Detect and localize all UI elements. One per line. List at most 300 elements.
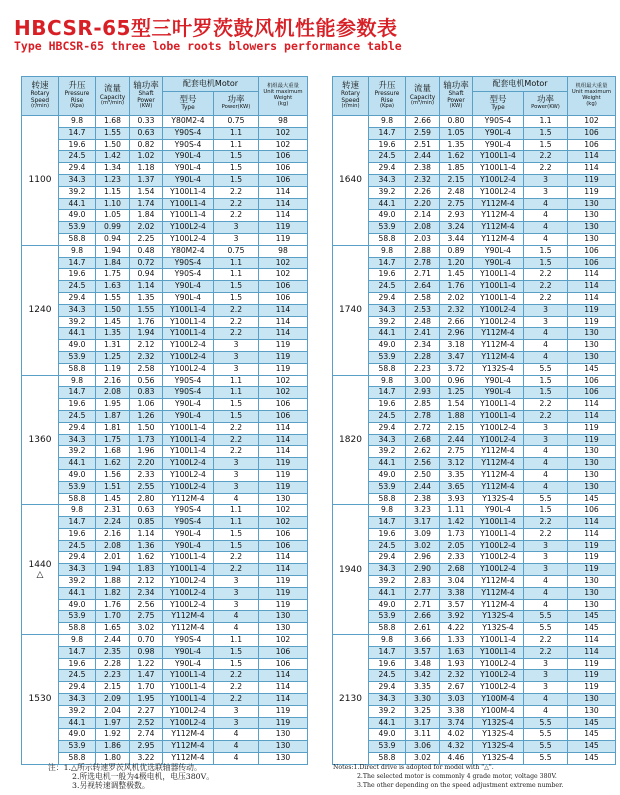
motor-type-cell: Y90L-4: [163, 658, 214, 670]
pressure-cell: 58.8: [59, 363, 96, 375]
header-weight: 机组最大重量 Unit maximum Weight (kg): [568, 77, 616, 116]
pressure-cell: 19.6: [369, 139, 406, 151]
table-row: [333, 458, 616, 470]
motor-power-cell: 5.5: [524, 741, 568, 753]
header-capacity: 流量 Capacity (m³/min): [96, 77, 130, 116]
capacity-cell: 2.71: [406, 599, 440, 611]
weight-cell: 130: [568, 233, 616, 245]
shaft-power-cell: 4.46: [440, 753, 473, 765]
pressure-cell: 19.6: [59, 528, 96, 540]
pressure-cell: 19.6: [369, 658, 406, 670]
motor-type-cell: Y100L1-4: [473, 528, 524, 540]
direct-drive-mark: △: [36, 570, 44, 581]
speed-value: 1440: [28, 560, 52, 571]
table-row: [22, 458, 308, 470]
motor-type-cell: Y90L-4: [473, 387, 524, 399]
motor-type-cell: Y100L1-4: [163, 186, 214, 198]
capacity-cell: 2.78: [406, 410, 440, 422]
capacity-cell: 2.66: [406, 611, 440, 623]
table-row: [333, 682, 616, 694]
pressure-cell: 34.3: [59, 434, 96, 446]
table-row: [22, 116, 308, 128]
pressure-cell: 9.8: [369, 635, 406, 647]
shaft-power-cell: 1.06: [130, 399, 163, 411]
motor-power-cell: 1.5: [214, 281, 259, 293]
capacity-cell: 1.05: [96, 210, 130, 222]
table-row: [22, 151, 308, 163]
speed-cell: [333, 116, 369, 246]
motor-type-cell: Y100M-4: [473, 705, 524, 717]
motor-type-cell: Y132S-4: [473, 493, 524, 505]
motor-power-cell: 5.5: [524, 623, 568, 635]
motor-power-cell: 3: [524, 186, 568, 198]
table-row: [22, 694, 308, 706]
weight-cell: 106: [259, 292, 308, 304]
motor-power-cell: 5.5: [524, 753, 568, 765]
weight-cell: 102: [259, 387, 308, 399]
pressure-cell: 24.5: [59, 540, 96, 552]
motor-type-cell: Y132S-4: [473, 623, 524, 635]
shaft-power-cell: 3.22: [130, 753, 163, 765]
motor-type-cell: Y112M-4: [473, 351, 524, 363]
shaft-power-cell: 1.50: [130, 422, 163, 434]
header-motor-power: 功率 Power(KW): [524, 92, 568, 116]
motor-power-cell: 5.5: [524, 729, 568, 741]
header-motor-type: 型号 Type: [473, 92, 524, 116]
pressure-cell: 14.7: [369, 387, 406, 399]
weight-cell: 130: [568, 599, 616, 611]
header-motor: 配套电机Motor: [473, 77, 568, 92]
pressure-cell: 34.3: [369, 304, 406, 316]
weight-cell: 114: [259, 198, 308, 210]
capacity-cell: 2.88: [406, 245, 440, 257]
table-row: [333, 351, 616, 363]
motor-type-cell: Y100L1-4: [163, 670, 214, 682]
weight-cell: 119: [568, 670, 616, 682]
shaft-power-cell: 0.33: [130, 116, 163, 128]
weight-cell: 130: [568, 694, 616, 706]
table-row: [333, 717, 616, 729]
shaft-power-cell: 1.20: [440, 257, 473, 269]
motor-power-cell: 2.2: [214, 670, 259, 682]
motor-power-cell: 3: [214, 469, 259, 481]
motor-power-cell: 1.1: [214, 139, 259, 151]
motor-type-cell: Y100L1-4: [163, 316, 214, 328]
motor-power-cell: 2.2: [524, 635, 568, 647]
table-row: [22, 528, 308, 540]
motor-power-cell: 4: [524, 446, 568, 458]
capacity-cell: 1.50: [96, 139, 130, 151]
speed-value: 1100: [28, 175, 52, 186]
capacity-cell: 2.64: [406, 281, 440, 293]
capacity-cell: 2.28: [406, 351, 440, 363]
pressure-cell: 39.2: [59, 446, 96, 458]
shaft-power-cell: 1.47: [130, 670, 163, 682]
weight-cell: 130: [568, 446, 616, 458]
capacity-cell: 2.56: [406, 458, 440, 470]
motor-type-cell: Y100L1-4: [473, 635, 524, 647]
motor-power-cell: 3: [524, 422, 568, 434]
table-row: [333, 434, 616, 446]
capacity-cell: 1.34: [96, 163, 130, 175]
shaft-power-cell: 3.02: [130, 623, 163, 635]
pressure-cell: 24.5: [369, 410, 406, 422]
pressure-cell: 34.3: [59, 564, 96, 576]
motor-power-cell: 3: [524, 658, 568, 670]
pressure-cell: 53.9: [59, 351, 96, 363]
pressure-cell: 34.3: [59, 304, 96, 316]
table-row: [333, 729, 616, 741]
table-row: [333, 210, 616, 222]
weight-cell: 114: [568, 151, 616, 163]
weight-cell: 130: [568, 340, 616, 352]
weight-cell: 145: [568, 493, 616, 505]
motor-power-cell: 4: [524, 233, 568, 245]
motor-type-cell: Y90S-4: [163, 517, 214, 529]
motor-type-cell: Y100L2-4: [163, 363, 214, 375]
shaft-power-cell: 3.74: [440, 717, 473, 729]
motor-type-cell: Y90S-4: [163, 269, 214, 281]
speed-value: 1940: [339, 564, 362, 575]
weight-cell: 119: [259, 705, 308, 717]
motor-power-cell: 2.2: [524, 292, 568, 304]
capacity-cell: 1.45: [96, 316, 130, 328]
weight-cell: 114: [568, 410, 616, 422]
pressure-cell: 49.0: [369, 340, 406, 352]
pressure-cell: 9.8: [59, 635, 96, 647]
shaft-power-cell: 1.63: [440, 646, 473, 658]
motor-power-cell: 1.5: [524, 127, 568, 139]
motor-type-cell: Y90L-4: [163, 399, 214, 411]
weight-cell: 119: [568, 186, 616, 198]
motor-type-cell: Y90S-4: [473, 116, 524, 128]
weight-cell: 114: [259, 670, 308, 682]
shaft-power-cell: 0.82: [130, 139, 163, 151]
capacity-cell: 1.75: [96, 269, 130, 281]
capacity-cell: 3.17: [406, 517, 440, 529]
motor-power-cell: 5.5: [524, 611, 568, 623]
weight-cell: 130: [568, 458, 616, 470]
weight-cell: 114: [568, 635, 616, 647]
capacity-cell: 1.76: [96, 599, 130, 611]
motor-power-cell: 2.2: [214, 564, 259, 576]
motor-type-cell: Y100L2-4: [473, 682, 524, 694]
capacity-cell: 2.59: [406, 127, 440, 139]
capacity-cell: 2.20: [406, 198, 440, 210]
table-row: [333, 552, 616, 564]
motor-power-cell: 1.5: [524, 139, 568, 151]
motor-type-cell: Y90L-4: [473, 375, 524, 387]
shaft-power-cell: 0.96: [440, 375, 473, 387]
motor-power-cell: 1.5: [214, 410, 259, 422]
pressure-cell: 53.9: [59, 611, 96, 623]
motor-type-cell: Y90L-4: [163, 174, 214, 186]
motor-type-cell: Y90L-4: [163, 163, 214, 175]
shaft-power-cell: 3.38: [440, 705, 473, 717]
motor-type-cell: Y112M-4: [473, 210, 524, 222]
pressure-cell: 58.8: [59, 493, 96, 505]
motor-power-cell: 2.2: [214, 682, 259, 694]
pressure-cell: 29.4: [59, 552, 96, 564]
pressure-cell: 58.8: [369, 623, 406, 635]
shaft-power-cell: 0.72: [130, 257, 163, 269]
shaft-power-cell: 3.04: [440, 576, 473, 588]
motor-power-cell: 3: [214, 222, 259, 234]
header-shaft-power: 轴功率 Shaft Power (KW): [130, 77, 163, 116]
capacity-cell: 2.34: [406, 340, 440, 352]
weight-cell: 114: [568, 281, 616, 293]
shaft-power-cell: 2.20: [130, 458, 163, 470]
table-row: [22, 351, 308, 363]
pressure-cell: 53.9: [369, 222, 406, 234]
pressure-cell: 19.6: [59, 139, 96, 151]
pressure-cell: 44.1: [369, 198, 406, 210]
motor-power-cell: 2.2: [524, 281, 568, 293]
motor-type-cell: Y112M-4: [473, 198, 524, 210]
capacity-cell: 1.31: [96, 340, 130, 352]
pressure-cell: 58.8: [59, 753, 96, 765]
table-row: [22, 245, 308, 257]
weight-cell: 114: [259, 422, 308, 434]
table-row: [333, 399, 616, 411]
shaft-power-cell: 3.44: [440, 233, 473, 245]
note-line: 2.The selected motor is commonly 4 grade motor, voltage 380V.: [357, 773, 557, 780]
motor-power-cell: 4: [524, 694, 568, 706]
table-row: [333, 505, 616, 517]
motor-type-cell: Y90L-4: [473, 257, 524, 269]
table-row: [22, 517, 308, 529]
motor-power-cell: 3: [214, 233, 259, 245]
capacity-cell: 1.25: [96, 351, 130, 363]
motor-type-cell: Y100L2-4: [473, 316, 524, 328]
pressure-cell: 44.1: [59, 328, 96, 340]
weight-cell: 145: [568, 729, 616, 741]
motor-power-cell: 1.1: [214, 517, 259, 529]
capacity-cell: 2.78: [406, 257, 440, 269]
shaft-power-cell: 2.32: [440, 670, 473, 682]
shaft-power-cell: 2.96: [440, 328, 473, 340]
motor-power-cell: 3: [214, 458, 259, 470]
motor-power-cell: 4: [524, 458, 568, 470]
table-row: [333, 127, 616, 139]
weight-cell: 145: [568, 753, 616, 765]
pressure-cell: 44.1: [369, 587, 406, 599]
pressure-cell: 58.8: [369, 493, 406, 505]
shaft-power-cell: 1.18: [130, 163, 163, 175]
table-row: [22, 139, 308, 151]
weight-cell: 106: [568, 257, 616, 269]
weight-cell: 102: [568, 116, 616, 128]
capacity-cell: 3.06: [406, 741, 440, 753]
weight-cell: 130: [568, 705, 616, 717]
pressure-cell: 53.9: [369, 351, 406, 363]
shaft-power-cell: 2.32: [440, 304, 473, 316]
motor-type-cell: Y90L-4: [473, 245, 524, 257]
motor-type-cell: Y100L2-4: [163, 340, 214, 352]
table-row: [333, 635, 616, 647]
shaft-power-cell: 2.52: [130, 717, 163, 729]
table-row: [333, 587, 616, 599]
pressure-cell: 14.7: [59, 257, 96, 269]
motor-type-cell: Y112M-4: [163, 753, 214, 765]
capacity-cell: 2.08: [406, 222, 440, 234]
weight-cell: 106: [259, 658, 308, 670]
motor-type-cell: Y90L-4: [473, 139, 524, 151]
motor-power-cell: 1.5: [524, 245, 568, 257]
page-title: HBCSR-65型三叶罗茨鼓风机性能参数表: [14, 16, 398, 40]
motor-power-cell: 3: [524, 670, 568, 682]
capacity-cell: 1.15: [96, 186, 130, 198]
motor-type-cell: Y100L1-4: [163, 304, 214, 316]
capacity-cell: 3.17: [406, 717, 440, 729]
pressure-cell: 14.7: [369, 646, 406, 658]
pressure-cell: 44.1: [59, 198, 96, 210]
shaft-power-cell: 1.22: [130, 658, 163, 670]
table-row: [333, 493, 616, 505]
table-row: [22, 717, 308, 729]
weight-cell: 119: [259, 340, 308, 352]
motor-power-cell: 1.5: [214, 163, 259, 175]
weight-cell: 106: [568, 505, 616, 517]
table-row: [333, 694, 616, 706]
motor-power-cell: 2.2: [524, 163, 568, 175]
motor-type-cell: Y100L1-4: [473, 292, 524, 304]
shaft-power-cell: 2.75: [130, 611, 163, 623]
shaft-power-cell: 1.93: [440, 658, 473, 670]
pressure-cell: 39.2: [369, 316, 406, 328]
capacity-cell: 2.23: [96, 670, 130, 682]
motor-power-cell: 2.2: [524, 399, 568, 411]
motor-type-cell: Y100L2-4: [473, 304, 524, 316]
table-row: [22, 481, 308, 493]
pressure-cell: 19.6: [59, 658, 96, 670]
pressure-cell: 58.8: [59, 623, 96, 635]
motor-type-cell: Y132S-4: [473, 729, 524, 741]
pressure-cell: 29.4: [59, 163, 96, 175]
pressure-cell: 53.9: [59, 481, 96, 493]
weight-cell: 130: [568, 481, 616, 493]
weight-cell: 114: [259, 328, 308, 340]
motor-power-cell: 3: [524, 682, 568, 694]
weight-cell: 102: [259, 139, 308, 151]
pressure-cell: 58.8: [369, 753, 406, 765]
weight-cell: 130: [259, 741, 308, 753]
capacity-cell: 2.72: [406, 422, 440, 434]
motor-type-cell: Y100L2-4: [473, 658, 524, 670]
weight-cell: 119: [568, 658, 616, 670]
weight-cell: 114: [568, 269, 616, 281]
capacity-cell: 1.97: [96, 717, 130, 729]
pressure-cell: 49.0: [59, 210, 96, 222]
table-row: [22, 340, 308, 352]
motor-type-cell: Y112M-4: [473, 599, 524, 611]
header-speed: 转速 Rotary Speed (r/min): [333, 77, 369, 116]
motor-power-cell: 3: [524, 316, 568, 328]
motor-type-cell: Y100L2-4: [473, 670, 524, 682]
capacity-cell: 1.45: [96, 493, 130, 505]
motor-power-cell: 3: [524, 552, 568, 564]
table-row: [333, 564, 616, 576]
weight-cell: 106: [259, 399, 308, 411]
capacity-cell: 2.31: [96, 505, 130, 517]
motor-type-cell: Y112M-4: [473, 222, 524, 234]
pressure-cell: 58.8: [59, 233, 96, 245]
table-row: [333, 316, 616, 328]
pressure-cell: 34.3: [369, 434, 406, 446]
weight-cell: 106: [259, 646, 308, 658]
motor-type-cell: Y80M2-4: [163, 116, 214, 128]
capacity-cell: 2.08: [96, 387, 130, 399]
motor-power-cell: 4: [214, 493, 259, 505]
motor-power-cell: 3: [524, 434, 568, 446]
weight-cell: 119: [568, 174, 616, 186]
speed-cell: [333, 635, 369, 765]
table-row: [22, 316, 308, 328]
pressure-cell: 29.4: [369, 422, 406, 434]
motor-type-cell: Y112M-4: [473, 340, 524, 352]
pressure-cell: 24.5: [369, 540, 406, 552]
motor-type-cell: Y90S-4: [163, 127, 214, 139]
capacity-cell: 1.10: [96, 198, 130, 210]
shaft-power-cell: 1.96: [130, 446, 163, 458]
shaft-power-cell: 1.74: [130, 198, 163, 210]
table-row: [22, 493, 308, 505]
weight-cell: 106: [259, 151, 308, 163]
shaft-power-cell: 2.25: [130, 233, 163, 245]
pressure-cell: 24.5: [369, 281, 406, 293]
weight-cell: 114: [259, 210, 308, 222]
table-row: [333, 422, 616, 434]
pressure-cell: 29.4: [59, 292, 96, 304]
capacity-cell: 2.15: [96, 682, 130, 694]
capacity-cell: 1.88: [96, 576, 130, 588]
motor-type-cell: Y100L1-4: [473, 646, 524, 658]
motor-type-cell: Y112M-4: [163, 623, 214, 635]
pressure-cell: 44.1: [369, 458, 406, 470]
table-row: [333, 741, 616, 753]
shaft-power-cell: 4.02: [440, 729, 473, 741]
pressure-cell: 29.4: [369, 163, 406, 175]
pressure-cell: 58.8: [369, 233, 406, 245]
motor-power-cell: 1.1: [214, 635, 259, 647]
capacity-cell: 1.81: [96, 422, 130, 434]
speed-cell: [22, 505, 59, 635]
shaft-power-cell: 1.33: [440, 635, 473, 647]
table-row: [333, 257, 616, 269]
motor-type-cell: Y100L2-4: [163, 469, 214, 481]
capacity-cell: 2.16: [96, 375, 130, 387]
table-row: [22, 434, 308, 446]
capacity-cell: 3.57: [406, 646, 440, 658]
capacity-cell: 3.42: [406, 670, 440, 682]
shaft-power-cell: 2.67: [440, 682, 473, 694]
shaft-power-cell: 2.15: [440, 174, 473, 186]
motor-power-cell: 4: [214, 753, 259, 765]
weight-cell: 119: [568, 540, 616, 552]
weight-cell: 119: [259, 481, 308, 493]
capacity-cell: 0.99: [96, 222, 130, 234]
weight-cell: 119: [568, 682, 616, 694]
motor-type-cell: Y132S-4: [473, 363, 524, 375]
motor-type-cell: Y112M-4: [473, 328, 524, 340]
weight-cell: 119: [568, 316, 616, 328]
weight-cell: 145: [568, 623, 616, 635]
weight-cell: 102: [259, 635, 308, 647]
weight-cell: 106: [259, 540, 308, 552]
table-row: [333, 528, 616, 540]
table-row: [22, 576, 308, 588]
motor-type-cell: Y112M-4: [163, 741, 214, 753]
